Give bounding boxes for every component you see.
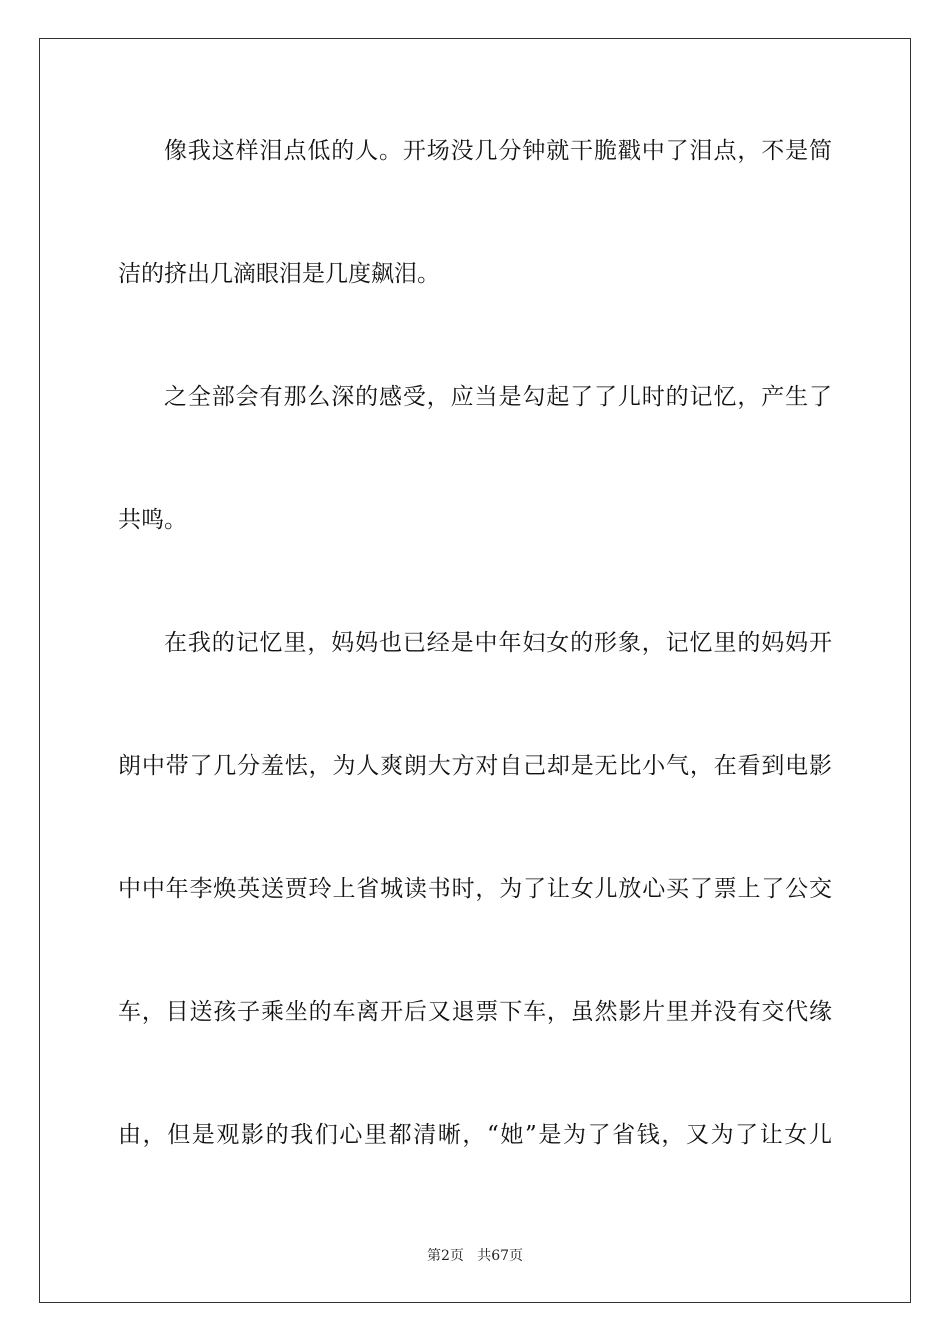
- paragraph-3-line-4: 车，目送孩子乘坐的车离开后又退票下车，虽然影片里并没有交代缘: [118, 999, 832, 1025]
- paragraph-3-line-3: 中中年李焕英送贾玲上省城读书时，为了让女儿放心买了票上了公交: [118, 876, 832, 902]
- page-number-footer: 第2页 共67页: [426, 1248, 524, 1264]
- page-border: [39, 38, 911, 1303]
- paragraph-1-line-2: 洁的挤出几滴眼泪是几度飙泪。: [118, 261, 440, 287]
- paragraph-1-line-1: 像我这样泪点低的人。开场没几分钟就干脆戳中了泪点，不是简: [164, 138, 832, 164]
- paragraph-3-line-1: 在我的记忆里，妈妈也已经是中年妇女的形象，记忆里的妈妈开: [164, 630, 832, 656]
- paragraph-3-line-5: 由，但是观影的我们心里都清晰，“她”是为了省钱，又为了让女儿: [118, 1122, 832, 1148]
- paragraph-3-line-2: 朗中带了几分羞怯，为人爽朗大方对自己却是无比小气，在看到电影: [118, 753, 832, 779]
- paragraph-2-line-2: 共鸣。: [118, 507, 187, 533]
- paragraph-2-line-1: 之全部会有那么深的感受，应当是勾起了了儿时的记忆，产生了: [164, 384, 832, 410]
